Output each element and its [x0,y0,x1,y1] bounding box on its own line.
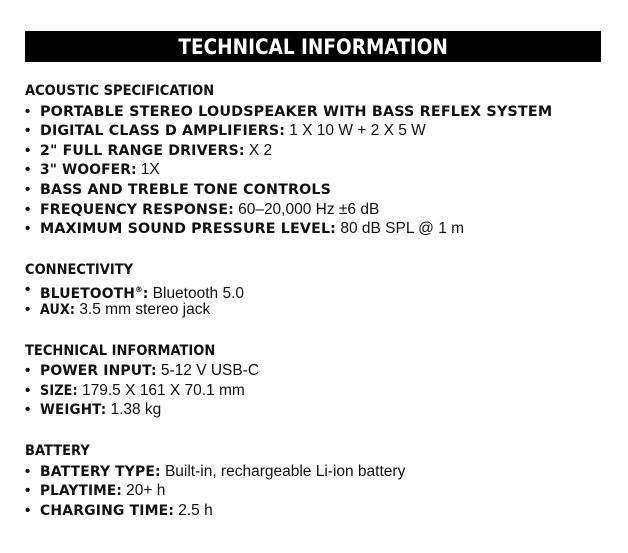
spec-label-suffix: : [142,286,149,303]
spec-value: 179.5 X 161 X 70.1 mm [81,381,245,399]
bullet-icon: • [25,102,31,120]
spec-label-text: BLUETOOTH [40,286,136,303]
spec-label: CHARGING TIME: [40,502,175,519]
spec-label: AUX: [40,301,76,318]
list-item [25,280,605,303]
spec-value: 3.5 mm stereo jack [79,300,211,318]
spec-value: 1 X 10 W + 2 X 5 W [289,122,426,140]
list-item [25,160,605,180]
registered-mark: ® [135,285,143,295]
list-item [25,481,605,501]
spec-label: 3" WOOFER: [40,162,137,179]
list-item [25,102,605,122]
page-title: TECHNICAL INFORMATION [178,34,448,59]
list-item [25,219,605,239]
spec-value: 1X [140,161,160,179]
bullet-icon: • [25,501,31,519]
bullet-icon: • [25,200,31,218]
bullet-icon: • [25,281,31,299]
bullet-icon: • [25,122,31,140]
bullet-icon: • [25,482,31,500]
spec-label: PORTABLE STEREO LOUDSPEAKER WITH BASS REFLEX SYSTEM [40,103,553,120]
spec-value: Bluetooth 5.0 [152,285,245,303]
bullet-icon: • [25,141,31,159]
spec-label: MAXIMUM SOUND PRESSURE LEVEL: [40,221,337,238]
spec-label: BATTERY TYPE: [40,463,161,480]
spec-label: POWER INPUT: [40,363,157,380]
spec-label: BASS AND TREBLE TONE CONTROLS [40,181,331,198]
spec-label: PLAYTIME: [40,483,123,500]
bullet-icon: • [25,161,31,179]
list-item [25,400,605,420]
spec-list [25,280,605,319]
spec-label: SIZE: [40,382,78,399]
list-item [25,141,605,161]
spec-label: DIGITAL CLASS D AMPLIFIERS: [40,123,286,140]
list-item [25,121,605,141]
header-banner [25,31,601,62]
spec-value: 60–20,000 Hz ±6 dB [238,200,380,218]
section-acoustic [25,82,605,239]
spec-value: 1.38 kg [110,401,162,419]
bullet-icon: • [25,300,31,318]
spec-value: 80 dB SPL @ 1 m [340,220,465,238]
list-item [25,300,605,320]
spec-list [25,102,605,239]
spec-label: WEIGHT: [40,402,107,419]
list-item [25,462,605,482]
spec-label: 2" FULL RANGE DRIVERS: [40,142,245,159]
bullet-icon: • [25,362,31,380]
section-connectivity [25,261,605,320]
spec-list [25,361,605,420]
spec-value: 5-12 V USB-C [160,362,260,380]
section-battery [25,442,605,520]
section-title: TECHNICAL INFORMATION [25,342,216,359]
list-item [25,180,605,200]
spec-value: 20+ h [126,482,166,500]
bullet-icon: • [25,462,31,480]
list-item [25,381,605,401]
section-technical [25,342,605,420]
spec-content [25,82,605,520]
list-item [25,200,605,220]
bullet-icon: • [25,381,31,399]
spec-list [25,462,605,521]
section-title: CONNECTIVITY [25,261,134,278]
bullet-icon: • [25,220,31,238]
list-item [25,501,605,521]
spec-value: X 2 [248,141,273,159]
bullet-icon: • [25,401,31,419]
section-title: ACOUSTIC SPECIFICATION [25,83,215,99]
list-item [25,361,605,381]
bullet-icon: • [25,180,31,198]
section-title: BATTERY [25,442,90,459]
spec-value: Built-in, rechargeable Li-ion battery [164,462,406,480]
spec-value: 2.5 h [178,501,213,519]
spec-label: FREQUENCY RESPONSE: [40,201,234,218]
